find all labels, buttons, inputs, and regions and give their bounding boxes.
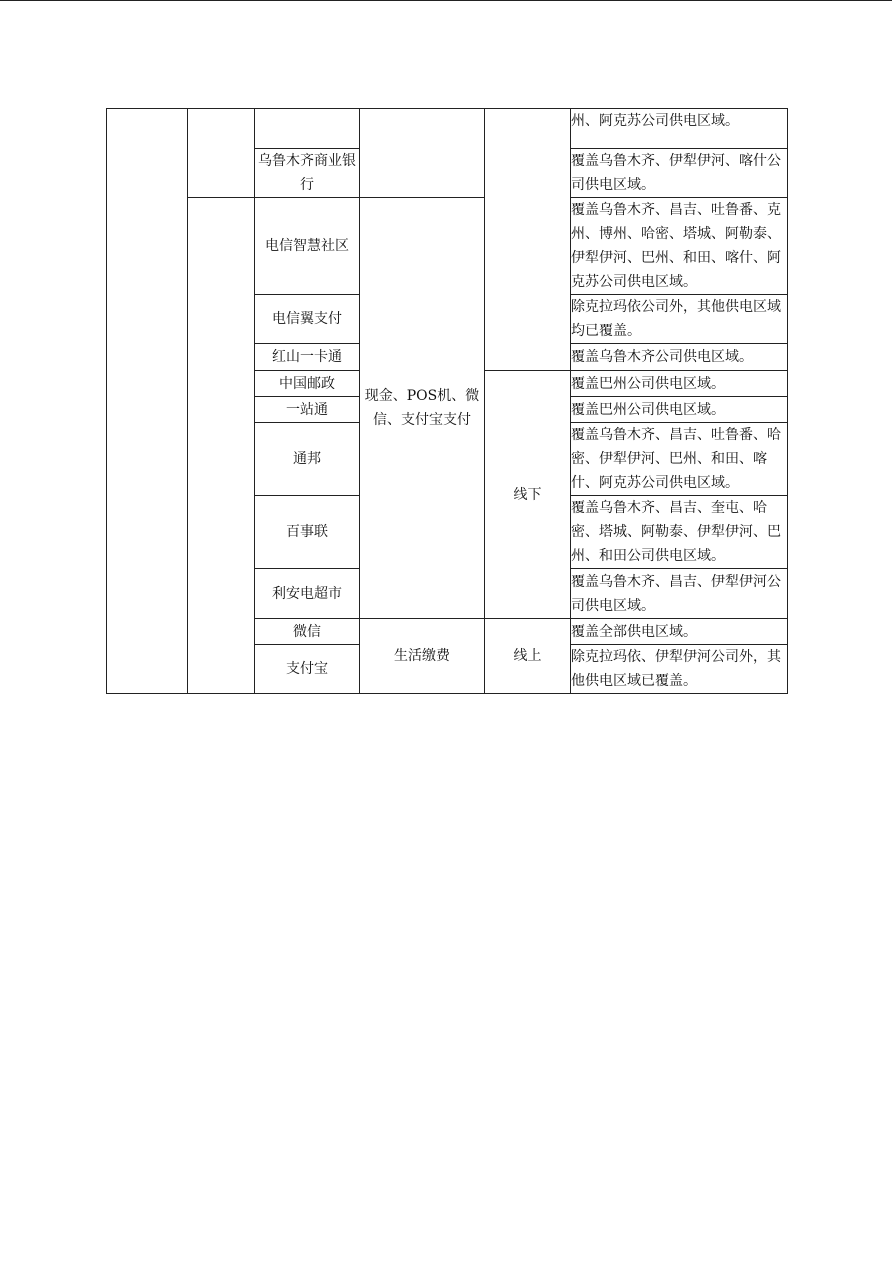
coverage-cell: 覆盖乌鲁木齐、昌吉、伊犁伊河公司供电区域。 [571, 569, 788, 619]
coverage-cell: 除克拉玛依公司外，其他供电区域均已覆盖。 [571, 295, 788, 344]
channel-cell: 微信 [255, 619, 360, 645]
subcategory-cell [188, 198, 255, 694]
channel-cell: 中国邮政 [255, 371, 360, 397]
payment-method-cell [360, 109, 485, 198]
channel-cell: 百事联 [255, 496, 360, 569]
coverage-cell: 覆盖乌鲁木齐、伊犁伊河、喀什公司供电区域。 [571, 149, 788, 198]
channel-cell: 利安电超市 [255, 569, 360, 619]
channel-cell: 支付宝 [255, 645, 360, 694]
coverage-cell: 覆盖全部供电区域。 [571, 619, 788, 645]
coverage-cell: 覆盖乌鲁木齐、昌吉、吐鲁番、克州、博州、哈密、塔城、阿勒泰、伊犁伊河、巴州、和田、喀什、阿克苏公司供电区域。 [571, 198, 788, 295]
category-cell [107, 109, 188, 694]
channel-cell: 通邦 [255, 423, 360, 496]
service-mode-cell: 线上 [485, 619, 571, 694]
coverage-cell: 州、阿克苏公司供电区域。 [571, 109, 788, 149]
table-row [107, 109, 788, 149]
coverage-cell: 覆盖巴州公司供电区域。 [571, 371, 788, 397]
coverage-cell: 覆盖乌鲁木齐公司供电区域。 [571, 344, 788, 371]
page-top-rule [0, 0, 892, 1]
payment-method-cell: 现金、POS机、微信、支付宝支付 [360, 198, 485, 619]
subcategory-cell [188, 109, 255, 198]
channel-cell: 一站通 [255, 397, 360, 423]
channel-cell: 乌鲁木齐商业银行 [255, 149, 360, 198]
channel-cell [255, 109, 360, 149]
channel-cell: 红山一卡通 [255, 344, 360, 371]
channel-cell: 电信智慧社区 [255, 198, 360, 295]
payment-method-cell: 生活缴费 [360, 619, 485, 694]
coverage-cell: 覆盖巴州公司供电区域。 [571, 397, 788, 423]
service-mode-cell: 线下 [485, 371, 571, 619]
channel-cell: 电信翼支付 [255, 295, 360, 344]
coverage-cell: 覆盖乌鲁木齐、昌吉、奎屯、哈密、塔城、阿勒泰、伊犁伊河、巴州、和田公司供电区域。 [571, 496, 788, 569]
coverage-cell: 除克拉玛依、伊犁伊河公司外，其他供电区域已覆盖。 [571, 645, 788, 694]
payment-channel-table [106, 108, 788, 694]
coverage-cell: 覆盖乌鲁木齐、昌吉、吐鲁番、哈密、伊犁伊河、巴州、和田、喀什、阿克苏公司供电区域。 [571, 423, 788, 496]
service-mode-cell [485, 109, 571, 371]
table-row [107, 198, 788, 295]
